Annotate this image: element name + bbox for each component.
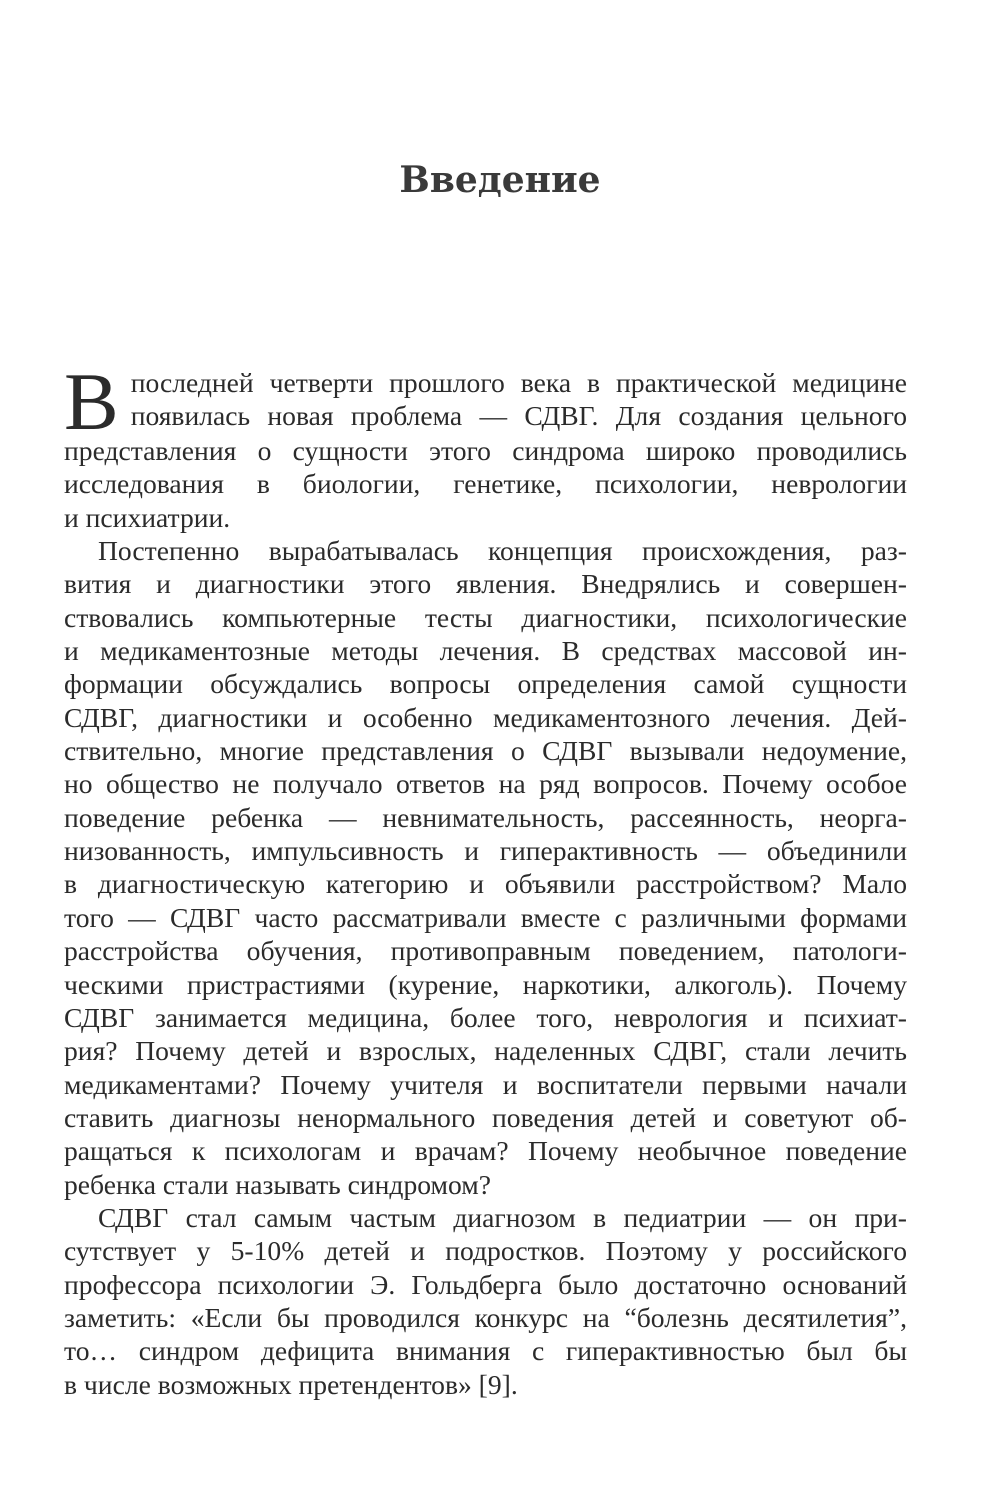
- text-line: заметить: «Если бы проводился конкурс на “болезнь десятилетия”,: [64, 1301, 907, 1333]
- text-line: медикаментами? Почему учителя и воспитатели первыми начали: [64, 1068, 907, 1100]
- text-line: ращаться к психологам и врачам? Почему необычное поведение: [64, 1135, 907, 1167]
- text-line: СДВГ занимается медицина, более того, неврология и психиат-: [64, 1001, 907, 1033]
- text-line: формации обсуждались вопросы определения самой сущности: [64, 668, 907, 700]
- text-line: ставить диагнозы ненормального поведения детей и советуют об-: [64, 1101, 907, 1133]
- text-line: и психиатрии.: [64, 501, 231, 533]
- text-line: то… синдром дефицита внимания с гиперактивностью был бы: [64, 1335, 907, 1367]
- text-line: рия? Почему детей и взрослых, наделенных СДВГ, стали лечить: [64, 1035, 907, 1067]
- text-line: вития и диагностики этого явления. Внедрялись и совершен-: [64, 568, 907, 600]
- text-line: расстройства обучения, противоправным поведением, патологи-: [64, 935, 907, 967]
- text-line: ствовались компьютерные тесты диагностики, психологические: [64, 601, 907, 633]
- text-line: низованность, импульсивность и гиперактивность — объединили: [64, 835, 907, 867]
- text-line: появилась новая проблема — СДВГ. Для создания цельного: [130, 400, 907, 432]
- text-line: исследования в биологии, генетике, психологии, неврологии: [64, 468, 907, 500]
- text-line: поведение ребенка — невнимательность, рассеянность, неорга-: [64, 801, 907, 833]
- text-line: профессора психологии Э. Гольдберга было достаточно оснований: [64, 1268, 907, 1300]
- text-line: последней четверти прошлого века в практической медицине: [130, 367, 907, 398]
- text-line: ствительно, многие представления о СДВГ вызывали недоумение,: [64, 735, 907, 767]
- text-line: и медикаментозные методы лечения. В средствах массовой ин-: [64, 635, 907, 667]
- text-line: СДВГ стал самым частым диагнозом в педиатрии — он при-: [98, 1201, 907, 1233]
- text-line: в диагностическую категорию и объявили расстройством? Мало: [64, 868, 907, 900]
- body-text: [64, 356, 907, 1401]
- text-line: представления о сущности этого синдрома широко проводились: [64, 435, 907, 466]
- text-line: в числе возможных претендентов» [9].: [64, 1368, 518, 1400]
- paragraph-2: [64, 534, 907, 1201]
- paragraph-1: [64, 356, 907, 534]
- text-line: Постепенно вырабатывалась концепция происхождения, раз-: [98, 535, 907, 567]
- text-line: того — СДВГ часто рассматривали вместе с различными формами: [64, 901, 907, 933]
- drop-cap: В: [64, 356, 119, 447]
- text-line: СДВГ, диагностики и особенно медикаментозного лечения. Дей-: [64, 701, 907, 733]
- text-line: ребенка стали называть синдромом?: [64, 1168, 491, 1200]
- text-line: но общество не получало ответов на ряд вопросов. Почему особое: [64, 768, 907, 800]
- paragraph-3: [64, 1201, 907, 1401]
- text-line: ческими пристрастиями (курение, наркотики, алкоголь). Почему: [64, 968, 907, 1000]
- chapter-title: Введение: [399, 159, 601, 201]
- text-line: сутствует у 5-10% детей и подростков. Поэтому у российского: [64, 1235, 907, 1267]
